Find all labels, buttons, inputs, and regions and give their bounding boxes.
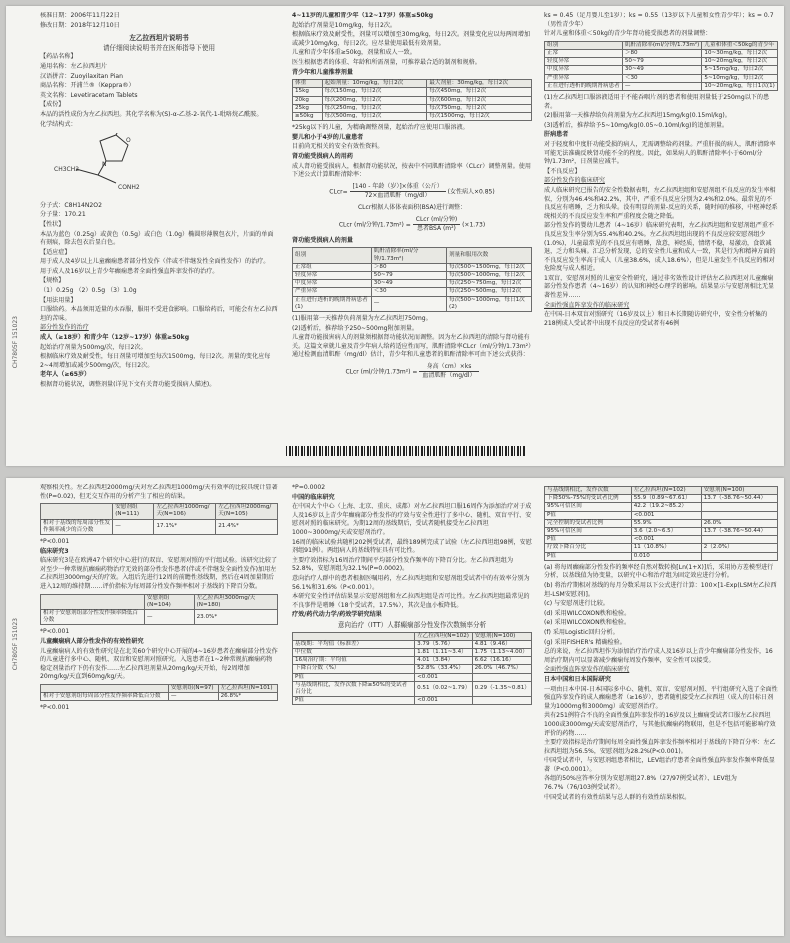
table-row	[545, 82, 778, 90]
table-cell: 2（2.0%）	[701, 544, 777, 552]
table-cell: 相对于安慰剂组部分性发作频率降低百分数	[41, 609, 145, 624]
table-row	[545, 511, 778, 519]
table-cell: <0.001	[415, 697, 473, 705]
table-header	[41, 684, 169, 692]
table-cell: 17.1%*	[154, 519, 216, 534]
table-header	[41, 594, 145, 609]
column-1	[40, 484, 278, 930]
table-header: 组别	[293, 248, 372, 263]
table-cell: 下降50%-75%的受试者比例	[545, 495, 632, 503]
section-heading: 【不良反应】	[544, 167, 581, 175]
table-header: 左乙拉西坦1000mg/天(N=106)	[154, 504, 216, 519]
subheading: 4~11岁的儿童和青少年（12~17岁）体重≤50kg	[292, 12, 434, 19]
text-line: 对于轻度和中度肝功能受损的病人，无需调整给药剂量。严重肝损的病人，肌酐清除率可能无法准确反映肾功能不全的程度。因此，如果病人的肌酐清除率小于60ml/分钟/1.73m²，日剂量应减半。	[544, 140, 776, 166]
table-header: 肌酐清除率(ml/分钟/1.73m²)	[371, 248, 446, 263]
table-header: 左乙拉西坦2000mg/天(N=105)	[216, 504, 278, 519]
itt-frequency-table	[292, 632, 532, 706]
formula-bsa	[292, 216, 532, 234]
efficacy-table-2	[40, 594, 278, 626]
table-cell	[701, 536, 777, 544]
formula-denominator: 72×血清肌酐（mg/dl）	[364, 192, 431, 200]
table-row	[545, 552, 778, 560]
formula-note: (女性病人×0.85)	[447, 188, 495, 196]
text-line: ks = 0.45（足月婴儿至1岁）；ks = 0.55（13岁以下儿童和女性青少年）；ks = 0.7（男性青少年）	[544, 12, 774, 28]
table-cell	[701, 552, 777, 560]
table-cell: <0.001	[631, 536, 701, 544]
structure-amide: CONH2	[118, 184, 140, 192]
table-cell: 10~20mg/kg，每日2次	[702, 58, 778, 66]
table-cell: 26.0%（46.7%）	[472, 665, 531, 673]
table-cell: 每次200mg，每日2次	[322, 96, 427, 104]
subheading: 临床研究3	[40, 547, 69, 555]
paragraph: 各组的50%应答率分别为安慰剂组27.8%（27/97例受试者）、LEV组为76.7%（76/103例受试者）。	[544, 775, 737, 792]
table-row	[293, 88, 532, 96]
formula-lhs: CLcr (ml/分钟/1.73m²) =	[345, 368, 418, 376]
table-cell: 16周治疗期：平均值	[293, 657, 415, 665]
table-cell: <0.001	[631, 511, 701, 519]
table-cell: 每次750mg，每日2次	[427, 104, 532, 112]
table-cell: 每次150mg，每日2次	[322, 88, 427, 96]
table-row	[545, 58, 778, 66]
table-header: 儿童和体重＜50kg的青少年	[702, 41, 778, 49]
column-2	[292, 484, 532, 930]
formula-lhs: CLcr (ml/分钟/1.73m²) =	[338, 221, 411, 229]
formula-denominator: 血清肌酐（mg/dl）	[422, 372, 476, 380]
subheading: 肾功能受损病人的用药	[292, 152, 353, 160]
text-line: 根据肾功能状况，调整剂量(详见下文有关肾功能受损病人描述)。	[40, 381, 216, 388]
table-cell: 21.4%*	[216, 519, 278, 534]
paragraph: 主要疗效指标为16周治疗期间平均部分性发作频率的下降百分比。左乙拉西坦组为52.8%，安慰剂组为32.1%(P=0.0002)。	[292, 556, 514, 573]
table-cell: 每次1500mg，每日2次	[427, 112, 532, 120]
table-row	[545, 536, 778, 544]
text-line: CLcr根据人体体表面积(BSA)进行调整：	[357, 203, 466, 211]
table-row	[293, 665, 532, 673]
table-cell: P值	[545, 536, 632, 544]
table-header: 起始剂量：10mg/kg，每日2次	[322, 80, 427, 88]
footnote: (b) 将治疗期相对基线的每月分数采用以下公式进行计算：100×[1-Exp(LSM左乙拉西坦-LSM安慰剂)]。	[544, 582, 777, 598]
paragraph: 临床研究3是在欧洲47个研究中心进行的双盲、安慰剂对照的平行组试验。该研究比较了对至少一种常规抗癫痫药物治疗无效的部分性发作患者(伴或不伴继发全面性发作)加用左乙拉西坦3000mg/天的疗效。入组后先进行12周的前瞻性基线期，然后在4周加量期后进入12周的维持期……评价指标为每周部分性发作频率相对于基线的下降百分数。	[40, 557, 278, 590]
table-cell: —	[622, 82, 702, 90]
table-cell: 轻度异常	[293, 271, 372, 279]
table-cell	[701, 503, 777, 511]
table-cell: 正在进行透析的晚期肾病患者(1)	[293, 296, 372, 311]
table-header	[41, 504, 113, 519]
table-cell: 20kg	[293, 96, 323, 104]
table-cell: 5~10mg/kg，每日2次	[702, 74, 778, 82]
leaflet-page-top	[6, 6, 784, 466]
table-cell: 每次500~1000mg，每日2次	[447, 271, 532, 279]
table-cell: ＜30	[371, 288, 446, 296]
text-line: 目前尚无相关的安全有效性资料。	[292, 143, 384, 151]
table-cell: 55.9（0.89~67.61）	[631, 495, 701, 503]
column-1	[40, 12, 278, 460]
table-cell: P值	[293, 673, 415, 681]
pediatric-dose-table	[292, 79, 532, 121]
paragraph: 一项由日本中国-日本国际多中心、随机、双盲、安慰剂对照、平行组研究入选了全面性强直阵挛发作的成人癫痫患者（≥16岁），患者随机接受左乙拉西坦（成人的目标日剂量为1000mg和3000mg）或安慰剂治疗。	[544, 685, 778, 710]
table-cell: 30~49	[371, 280, 446, 288]
paragraph: 在中国大个中心（上海、北京、重庆、成都）对左乙拉西坦口服16周作为添加治疗对于成人及16岁以上青少年癫痫部分性发作的疗效与安全性进行了多中心、随机、双盲平行、安慰剂对照的临床研究。为期12周的基线期后，受试者随机接受左乙拉西坦1000~3000mg/天或安慰剂治疗。	[292, 503, 532, 536]
table-cell: 每次250mg，每日2次	[322, 104, 427, 112]
table-cell: 3.6（2.0~6.5）	[631, 528, 701, 536]
text-line: 化学结构式：	[40, 120, 77, 128]
text-line: (1)服用第一天推荐负荷剂量为左乙拉西坦750mg。	[292, 314, 432, 322]
table-cell: —	[144, 609, 194, 624]
table-caption: 青少年和儿童推荐剂量	[292, 68, 353, 76]
footnote: (f) 采用Logistic回归分析。	[544, 628, 619, 636]
table-row	[293, 648, 532, 656]
text-line: (3)透析后，推荐给予5~10mg/kg(0.05~0.10ml/kg)的追加剂量。	[544, 121, 729, 129]
table-row	[41, 609, 278, 624]
table-cell: ≥50kg	[293, 112, 323, 120]
text-line: 本品为蓝色（0.25g）或黄色（0.5g）或白色（1.0g）椭圆形薄膜包衣片，片面的单面有刻痕，除去包衣后显白色。	[40, 230, 274, 247]
table-cell: 中度异常	[293, 280, 372, 288]
text-line: 根据临床疗效及耐受性，剂量可以增加至30mg/kg，每日2次。剂量变化应以每两周增加或减少10mg/kg，每日2次。应尽量使用最低有效剂量。	[292, 31, 531, 47]
table-cell: 相对于安慰剂组每周部分性发作频率降低百分数	[41, 693, 169, 701]
subheading: 全面性强直阵挛发作的临床研究	[544, 301, 630, 309]
structure-ethyl: CH3CH2	[54, 166, 80, 174]
table-header: 体重	[293, 80, 323, 88]
paragraph: 总的来说，左乙拉西坦作为添加治疗治疗成人及16岁以上青少年癫痫部分性发作，16周治疗期内可以显著减少癫痫每周发作频率，安全性可以接受。	[544, 648, 773, 664]
table-row	[293, 271, 532, 279]
formula-clcr	[292, 183, 532, 201]
table-row	[293, 112, 532, 120]
formula-numerator: [140 - 年龄（岁）]×体重（公斤）	[350, 183, 446, 193]
table-row	[293, 640, 532, 648]
subheading: 成人（≥18岁）和青少年（12岁~17岁）体重≥50kg	[40, 334, 190, 342]
table-cell: 每次500mg，每日2次	[322, 112, 427, 120]
column-2	[292, 12, 532, 460]
table-row	[545, 519, 778, 527]
text-line: (2)透析后，推荐给予250~500mg附加剂量。	[292, 324, 419, 332]
table-header: 安慰剂(N=100)	[701, 487, 777, 495]
table-cell	[701, 511, 777, 519]
paragraph: 16周的临床试验共随机202例受试者，最终189例完成了试验（左乙拉西坦组98例，安慰剂组91例）。两组病人的基线特征具有可比性。	[292, 538, 532, 555]
table-cell: 10~20mg/kg，每日1次(1)	[702, 82, 778, 90]
table-caption: 肾功能受损病人的剂量	[292, 236, 353, 244]
table-cell: 中位数	[293, 648, 415, 656]
text-line: 成人肾功能受损病人，根据肾功能状况，按表中不同肌酐清除率（CLcr）调整剂量。使用下述公式计算肌酐清除率：	[292, 162, 531, 179]
text-line: (2)服用第一天推荐给负荷剂量为左乙拉西坦15mg/kg(0.15ml/kg)。	[544, 112, 731, 120]
efficacy-table-3	[40, 684, 278, 701]
table-cell: P值	[545, 511, 632, 519]
table-cell: 15kg	[293, 88, 323, 96]
table-cell: 0.51（0.02~1.79）	[415, 681, 473, 696]
table-header: 肌酐清除率(ml/分钟/1.73m²)	[622, 41, 702, 49]
table-header	[293, 632, 415, 640]
table-header: 组别	[545, 41, 623, 49]
table-cell: 完全控制的受试者比例	[545, 519, 632, 527]
table-caption: 意向治疗（ITT）人群癫痫部分性发作次数频率分析	[337, 620, 487, 629]
subheading: 部分性发作的治疗	[40, 324, 89, 332]
text-line: (1)左乙拉西坦口服溶液适用于不能吞咽片剂的患者和使用剂量低于250mg以下的患者。	[544, 94, 770, 110]
table-cell: 23.0%*	[194, 609, 277, 624]
footnote: *P<0.001	[40, 704, 70, 712]
section-heading: 【规格】	[40, 277, 65, 285]
footnote: *P=0.0002	[292, 484, 326, 491]
footnote: *P<0.001	[40, 538, 70, 545]
table-cell: 基线期：平均值（标准差）	[293, 640, 415, 648]
subheading: 老年人（≥65岁）	[40, 371, 91, 379]
text-line: 分子式：C8H14N2O2	[40, 201, 102, 209]
formula-pediatric-clcr	[292, 363, 532, 381]
approval-date: 核准日期：2006年11月22日	[40, 12, 120, 19]
table-header: 安慰剂组(N=111)	[113, 504, 154, 519]
text-line: （1）0.25g （2）0.5g （3）1.0g	[40, 287, 137, 295]
footnote: (a) 将每周癫痫部分性发作的频率经自然对数转换[Ln(1+X)]后，采用协方差模型进行分析，以基线值为协变量，以研究中心和治疗组为固定效应进行分析。	[544, 563, 774, 580]
table-cell: P值	[293, 697, 415, 705]
table-cell: 每次600mg，每日2次	[427, 96, 532, 104]
paragraph: 本研究安全性评估结果显示安慰剂组和左乙拉西坦组是否可比性。左乙拉西坦组最常见的不良事件是嗜睡（18个受试者，17.5%），其次是血小板降低。	[292, 593, 530, 609]
subheading: 中国的临床研究	[292, 493, 335, 501]
table-cell: 与基线期相比，发作次数下降≥50%的受试者百分比	[293, 681, 415, 696]
table-row	[293, 263, 532, 271]
table-cell: 每次500~1500mg，每日2次	[447, 263, 532, 271]
text-line: *25kg以下的儿童，为精确调整剂量，起始治疗应使用口服溶液。	[292, 124, 469, 132]
table-header: 安慰剂组(N=97)	[168, 684, 218, 692]
efficacy-table-1	[40, 503, 278, 535]
subheading: 肝病患者	[544, 131, 569, 139]
footnote: *P<0.001	[40, 628, 70, 636]
text-line: 本品的活性成份为左乙拉西坦。其化学名称为(S)-α-乙基-2-氧代-1-吡咯烷乙酰胺。	[40, 110, 263, 118]
table-header: 最大剂量：30mg/kg，每日2次	[427, 80, 532, 88]
section-heading: 【性状】	[40, 220, 65, 228]
formula-note: (×1.73)	[462, 221, 486, 229]
subheading: 全面性强直阵挛发作的临床研究	[544, 666, 630, 674]
text-line: 观察相关性。左乙拉西坦2000mg/天对左乙拉西坦1000mg/天有效率的比较具统计显著性(P=0.02)，但无交互作用的分析产生了相应的结果。	[40, 484, 278, 500]
section-heading: 【成份】	[40, 101, 65, 109]
table-cell: 0.29（-1.35~0.81）	[472, 681, 531, 696]
subheading: 日本中国和日本国际研究	[544, 675, 612, 683]
document-title: 左乙拉西坦片说明书	[129, 34, 189, 43]
table-header: 安慰剂组(N=104)	[144, 594, 194, 609]
table-cell: 每次500~1000mg，每日1次(2)	[447, 296, 532, 311]
text-line: 分子量：170.21	[40, 211, 86, 219]
table-row	[545, 74, 778, 82]
table-cell: 95%可信区间	[545, 503, 632, 511]
text-line: 口服给药。本品须用适量的水吞服，服用不受进食影响。口服给药后，可能会有左乙拉西坦的苦味。	[40, 306, 278, 322]
footnote: (d) 采用WILCOXON秩和检验。	[544, 609, 631, 617]
paragraph: 儿童癫痫病人的有效性研究是在北美60个研究中心开展的4~16岁患者在癫痫部分性发作的儿童进行多中心、随机、双盲和安慰剂对照研究。入选患者在1~2种常规抗癫痫药物稳定剂量治疗下仍有发作……左乙拉西坦剂量从20mg/kg/天开始，每2周增加20mg/kg/天直到60mg/kg/天。	[40, 647, 278, 681]
paragraph: 中国受试者中，与安慰剂组患者相比，LEV组治疗患者全面性强直阵挛发作频率降低显著（P<0.0001）。	[544, 757, 775, 773]
subheading: 婴儿和小于4岁的儿童患者	[292, 133, 364, 141]
subheading: 疗效/药代动力学/药效学研究结果	[292, 611, 382, 619]
formula-numerator: CLcr (ml/分钟)	[413, 216, 460, 226]
chemical-structure	[54, 133, 174, 195]
text-line: 起始治疗剂量为500mg/次，每日2次。	[40, 343, 147, 351]
table-cell: 26.0%	[701, 519, 777, 527]
table-cell: 25kg	[293, 104, 323, 112]
text-line: 起始治疗剂量是10mg/kg，每日2次。	[292, 21, 397, 29]
table-cell: ＞80	[371, 263, 446, 271]
side-code: CH7805F 151023	[12, 618, 19, 671]
table-cell: ＞80	[622, 49, 702, 57]
table-cell: 52.8%（33.4%）	[415, 665, 473, 673]
table-cell: 每次250~750mg，每日2次	[447, 280, 532, 288]
table-row	[293, 296, 532, 311]
footnote: (e) 采用WILCOXON秩和检验。	[544, 619, 631, 627]
column-3	[544, 12, 778, 460]
formula-numerator: 身高（cm）×ks	[419, 363, 478, 373]
revision-date: 修改日期：2018年12月10日	[40, 21, 120, 29]
table-cell: 42.2（19.2~85.2）	[631, 503, 701, 511]
table-cell: 1.75（1.13~4.00）	[472, 648, 531, 656]
paragraph: 意向治疗人群中的患者根据医嘱用药，左乙拉西坦组和安慰剂组受试者中的有效率分别为56.1%和31.6%（P<0.001）。	[292, 574, 530, 591]
table-cell: 6.62（16.16）	[472, 657, 531, 665]
table-cell: 13.7（-38.76~50.44）	[701, 528, 777, 536]
subheading: 儿童癫痫病人部分性发作的有效性研究	[40, 637, 144, 645]
formula-denominator: 患者BSA (m²)	[417, 225, 456, 233]
table-cell: 严重异常	[545, 74, 623, 82]
table-cell: 正在进行透析的晚期肾病患者	[545, 82, 623, 90]
table-header: 左乙拉西坦(N=101)	[218, 684, 277, 692]
text-line: 部分性发作的婴幼儿患者（4~16岁）临床研究表明，左乙拉西坦组和安慰剂组严重不良反应发生率分别为55.4%和40.2%。左乙拉西坦组出现的不良反应较安慰剂组少(1.0%)，儿童最常见的不良反应有嗜睡，敌意，神经质，情绪不稳，易激动，食欲减退，乏力和头痛。汇总分析发现，总的安全性儿童和成人一致，其是行为和精神方面的不良反应发生率高于成人（儿童38.6%，成人18.6%），但是儿童发生不良反应的相对危险度与成人相近。	[544, 222, 776, 273]
table-cell: 95%可信区间	[545, 528, 632, 536]
table-row	[293, 673, 532, 681]
table-cell: 55.9%	[631, 519, 701, 527]
table-row	[293, 657, 532, 665]
table-row	[293, 681, 532, 696]
table-header: 与基线期相比，发作次数	[545, 487, 632, 495]
document-subtitle: 请仔细阅读说明书并在医师指导下使用	[102, 43, 216, 52]
table-cell: 5~15mg/kg，每日2次	[702, 66, 778, 74]
table-cell: 4.81（9.46）	[472, 640, 531, 648]
section-heading: 【用法用量】	[40, 296, 77, 304]
text-line: 儿童和青少年体重≥50kg，剂量和成人一致。	[292, 49, 416, 57]
table-cell: 疗效下降百分比	[545, 544, 632, 552]
table-header: 左乙拉西坦(N=102)	[631, 487, 701, 495]
table-cell: P值	[545, 552, 632, 560]
table-cell	[472, 697, 531, 705]
text-line: 根据临床疗效及耐受性，每日剂量可增加至每次1500mg，每日2次。剂量的变化应每2~4周增加或减少500mg/次，每日2次。	[40, 353, 271, 369]
text-line: 在中国-日本双盲对照研究（16岁及以上）和日本长期随访研究中，安全性分析集的218例成人受试者中出现不良反应的受试者有46例	[544, 311, 768, 327]
text-line: 1双盲，安慰剂对照的儿童安全性研究，通过非劣效性设计评估左乙拉西坦对儿童癫痫部分性发作患者（4~16岁）的认知和神经心理学的影响。结果显示与安慰剂相比无显著性差异……	[544, 274, 775, 300]
table-cell: <0.001	[415, 673, 473, 681]
table-row	[545, 503, 778, 511]
table-cell: 50~79	[622, 58, 702, 66]
renal-dose-table	[292, 247, 532, 312]
text-line: 医生根据患者的体重、年龄和所需剂量，可推荐最合适的制剂和规格。	[292, 58, 481, 66]
structure-atom-o: O	[126, 137, 131, 145]
table-cell: ＜30	[622, 74, 702, 82]
section-heading: 【药品名称】	[40, 53, 77, 61]
table-row	[293, 288, 532, 296]
leaflet-page-bottom	[6, 478, 784, 936]
paragraph: 主要疗效指标是治疗期间每周全面性强直阵挛发作频率相对于基线的下降百分率：左乙拉西坦组为56.5%，安慰剂组为28.2%(P<0.001)。	[544, 739, 776, 755]
table-cell: 13.7（-38.76~50.44）	[701, 495, 777, 503]
footnote: (c) 与安慰剂进行比较。	[544, 600, 609, 608]
text-line: 英文名称：Levetiracetam Tablets	[40, 91, 138, 99]
table-cell: 每次450mg，每日2次	[427, 88, 532, 96]
paragraph: 共有251例符合不良的全面性强直阵挛发作的16岁及以上癫痫受试者口服左乙拉西坦1000或3000mg/天或安慰剂治疗，与其他抗癫痫药物联用，但是不包括可能影响疗效评价的药物……	[544, 712, 776, 737]
table-row	[41, 519, 278, 534]
table-row	[41, 693, 278, 701]
subheading: 部分性发作的临床研究	[544, 177, 605, 185]
table-cell: 11（10.8%）	[631, 544, 701, 552]
table-row	[293, 104, 532, 112]
table-cell: 30~49	[622, 66, 702, 74]
table-row	[545, 528, 778, 536]
text-line: 商品名称：开浦兰®（Keppra®）	[40, 82, 135, 90]
table-header: 左乙拉西坦(N=102)	[415, 632, 473, 640]
table-row	[293, 697, 532, 705]
table-cell: 3.79（5.76）	[415, 640, 473, 648]
footnote: (g) 采用FISHER's 精确检验。	[544, 638, 626, 646]
table-cell: 0.010	[631, 552, 701, 560]
column-3	[544, 484, 778, 930]
table-cell	[472, 673, 531, 681]
table-cell: 4.01（3.84）	[415, 657, 473, 665]
table-cell: 10~30mg/kg，每日2次	[702, 49, 778, 57]
text-line: 针对儿童和体重＜50kg的青少年肾功能受损患者的剂量调整：	[544, 30, 712, 38]
text-line: 汉语拼音：Zuoyilaxitan Pian	[40, 72, 124, 80]
table-cell: 50~79	[371, 271, 446, 279]
table-cell: 每次250~500mg，每日2次	[447, 288, 532, 296]
table-cell: 26.8%*	[218, 693, 277, 701]
table-cell: 轻度异常	[545, 58, 623, 66]
text-line: 用于成人及4岁以上儿童癫痫患者部分性发作（伴或不伴继发性全面性发作）的治疗。	[40, 258, 270, 266]
section-heading: 【适应症】	[40, 248, 71, 256]
table-header: 安慰剂(N=100)	[472, 632, 531, 640]
paragraph: 中国受试者的有效性结果与总人群的有效性结果相似。	[544, 793, 691, 801]
formula-lhs: CLcr=	[329, 188, 348, 196]
side-code: CH7805F 151023	[12, 316, 19, 369]
pediatric-renal-table	[544, 41, 778, 91]
table-cell: 正常组	[293, 263, 372, 271]
text-line: 儿童肾功能损害病人的剂量须根据肾功能状况而调整。因为左乙拉西坦的清除与肾功能有关。这篇文章就儿童及青少年病人给药适应性而写，肌酐清除率CLcr（ml/分钟/1.73m²）通过检测血清肌酐（mg/dl）估计，青少年和儿童患者的肌酐清除率可由下述公式获得：	[292, 334, 532, 359]
table-cell: —	[168, 693, 218, 701]
table-header: 剂量和服用次数	[447, 248, 532, 263]
table-row	[293, 280, 532, 288]
structure-atom-n: N	[102, 161, 107, 169]
responder-table	[544, 486, 778, 561]
table-cell: 相对于基线的每周部分性发作频率减少的百分数	[41, 519, 113, 534]
table-cell: 中度异常	[545, 66, 623, 74]
text-line: 通用名称：左乙拉西坦片	[40, 62, 108, 70]
table-cell: 下降百分数（%）	[293, 665, 415, 673]
table-row	[545, 49, 778, 57]
table-row	[545, 66, 778, 74]
table-cell: —	[371, 296, 446, 311]
table-row	[545, 495, 778, 503]
table-cell: 正常	[545, 49, 623, 57]
table-header: 左乙拉西坦3000mg/天(N=180)	[194, 594, 277, 609]
table-cell: 1.81（1.11~3.4）	[415, 648, 473, 656]
table-row	[545, 544, 778, 552]
text-line: 用于成人及16岁以上青少年癫痫患者全面性强直阵挛发作的治疗。	[40, 267, 219, 275]
table-cell: 严重异常	[293, 288, 372, 296]
text-line: 成人临床研究已报告的安全性数据表明，左乙拉西坦组和安慰剂组不良反应的发生率相似，分别为46.4%和42.2%，其中，严重不良反应分别为2.4%和2.0%。最常见的不良反应有嗜睡，乏力和头晕。没有明显的剂量-反应的关系，随时间的推移，中枢神经系统相关的不良反应发生率和严重程度会随之降低。	[544, 186, 778, 220]
table-row	[293, 96, 532, 104]
table-cell: —	[113, 519, 154, 534]
